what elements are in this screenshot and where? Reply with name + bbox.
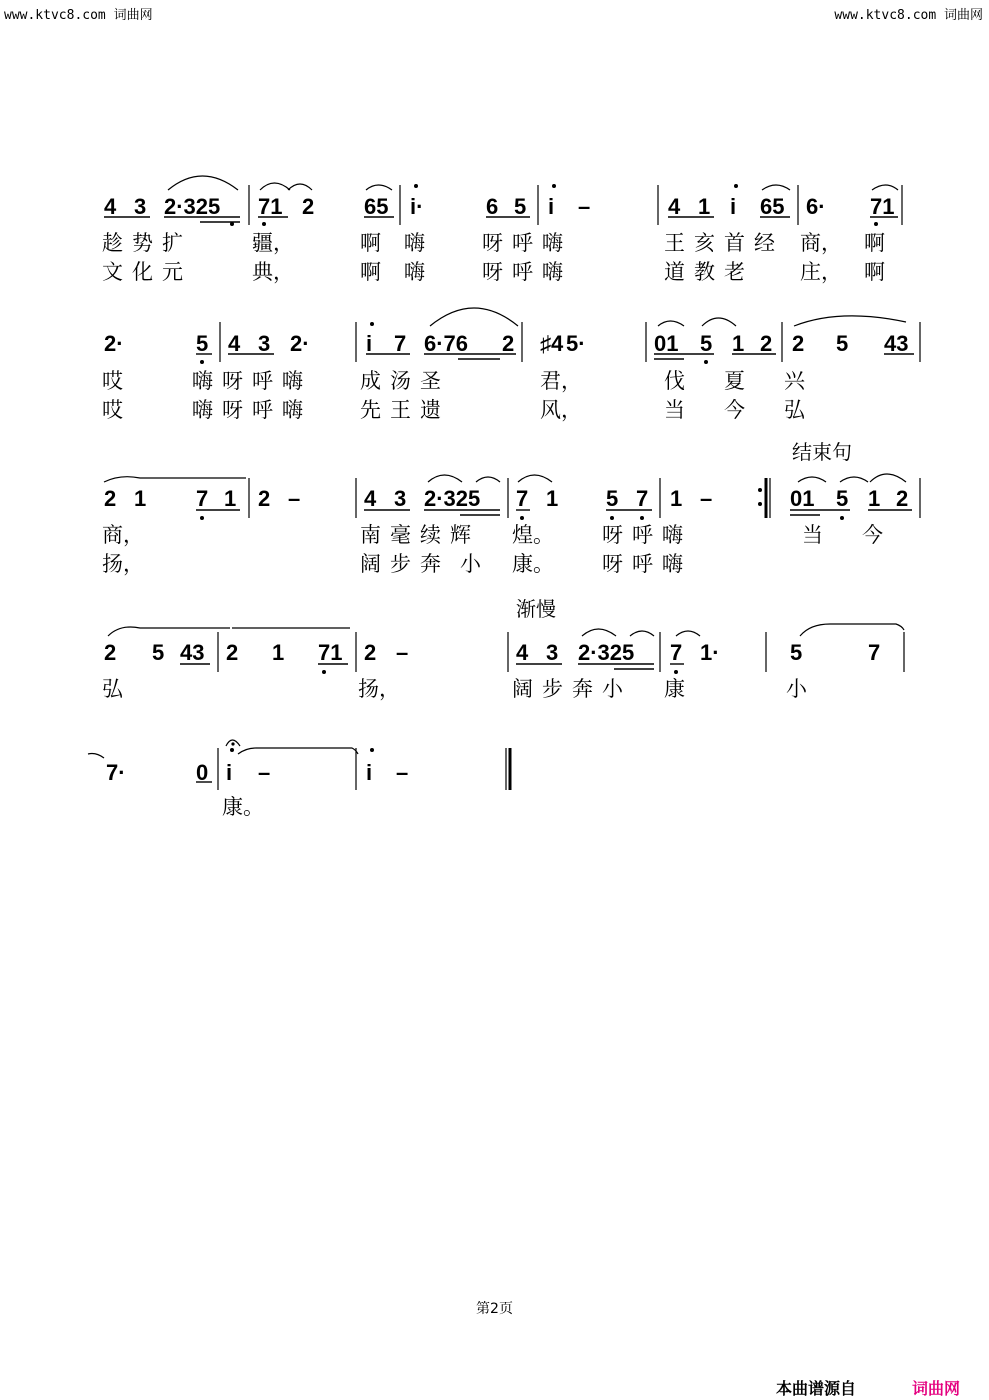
lyric-syllable: 老 <box>724 260 745 284</box>
lyrics-verse1-line-3 <box>102 523 883 548</box>
ending-phrase-mark: 结束句 <box>792 440 852 464</box>
note: i· <box>410 194 424 219</box>
lyrics-verse1-line-2 <box>102 369 806 394</box>
octave-dots <box>200 184 881 752</box>
lyric-syllable: 呀 <box>602 552 623 576</box>
lyric-syllable: 呼 <box>632 552 653 576</box>
note: 2 <box>302 194 315 219</box>
lyric-syllable: 呀 <box>602 523 623 547</box>
note: i <box>366 331 373 356</box>
note: 5 <box>514 194 527 219</box>
lyric-syllable: 啊 <box>864 260 885 284</box>
lyric-syllable: 夏 <box>724 369 745 393</box>
note: 5 <box>836 486 849 511</box>
lyric-syllable: 康。 <box>512 552 554 576</box>
note: i <box>226 760 233 785</box>
note: i <box>730 194 737 219</box>
lyric-syllable: 遗 <box>420 398 441 422</box>
note: i <box>548 194 555 219</box>
repeat-sign-dots <box>758 488 762 506</box>
lyric-syllable: 阔 <box>512 677 533 701</box>
note: 01 <box>790 486 815 511</box>
lyric-syllable: 康。 <box>222 795 264 819</box>
note: 1 <box>698 194 711 219</box>
lyric-syllable: 教 <box>694 260 715 284</box>
lyric-syllable: 阔 <box>360 552 381 576</box>
lyric-syllable: 势 <box>132 231 153 255</box>
site-header-right: www.ktvc8.com 词曲网 <box>834 8 983 23</box>
note: 1 <box>670 486 683 511</box>
lyric-syllable: 啊 <box>360 260 381 284</box>
note: 5 <box>196 331 209 356</box>
page-number: 第2页 <box>476 1301 513 1317</box>
notes-line-3 <box>104 486 908 511</box>
lyric-syllable: 啊 <box>864 231 885 255</box>
note: 7 <box>636 486 649 511</box>
notes-line-5 <box>106 760 408 785</box>
note: 43 <box>884 331 909 356</box>
lyric-syllable: 成 <box>360 369 381 393</box>
lyric-syllable: 君， <box>540 369 582 393</box>
note: 43 <box>180 640 205 665</box>
lyric-syllable: 王 <box>664 231 685 255</box>
lyric-syllable: 嗨 <box>404 231 425 255</box>
notes-line-1 <box>104 194 894 219</box>
note: – <box>700 486 713 511</box>
lyrics-verse1-line-4 <box>102 677 808 702</box>
lyric-syllable: 小 <box>602 677 623 701</box>
site-header-left: www.ktvc8.com 词曲网 <box>4 8 153 23</box>
notes-line-2 <box>104 331 908 356</box>
note: 6· <box>806 194 826 219</box>
lyric-syllable: 续 <box>420 523 441 547</box>
lyric-syllable: 嗨 <box>282 398 303 422</box>
lyric-syllable: 典， <box>252 260 294 284</box>
fermata <box>226 740 240 746</box>
lyric-syllable: 小 <box>786 677 807 701</box>
note: 65 <box>760 194 785 219</box>
note: 1 <box>546 486 559 511</box>
lyric-syllable: 元 <box>162 260 183 284</box>
note: – <box>288 486 301 511</box>
lyric-syllable: 今 <box>862 523 883 547</box>
lyric-syllable: 辉 <box>450 523 471 547</box>
note: 2· <box>104 331 124 356</box>
lyric-syllable: 呼 <box>252 369 273 393</box>
lyric-syllable: 伐 <box>664 369 685 393</box>
note: 1· <box>700 640 720 665</box>
lyric-syllable: 商， <box>102 523 144 547</box>
note: 7 <box>868 640 881 665</box>
note: 6 <box>486 194 499 219</box>
lyric-syllable: 风， <box>540 398 582 422</box>
lyric-syllable: 嗨 <box>282 369 303 393</box>
note: 7· <box>106 760 126 785</box>
lyric-syllable: 庄， <box>800 260 842 284</box>
lyric-syllable: 南 <box>360 523 381 547</box>
note: 3 <box>134 194 147 219</box>
lyric-syllable: 奔 <box>572 677 593 701</box>
note: – <box>396 640 409 665</box>
lyric-syllable: 化 <box>132 260 153 284</box>
note: 2 <box>104 486 117 511</box>
lyric-syllable: 奔 <box>420 552 441 576</box>
note: 2 <box>226 640 239 665</box>
lyrics-verse2-line-2 <box>102 398 806 423</box>
lyric-syllable: 兴 <box>784 369 805 393</box>
lyric-syllable: 嗨 <box>404 260 425 284</box>
note: 0 <box>196 760 209 785</box>
lyric-syllable: 啊 <box>360 231 381 255</box>
footer-site-logo: 词曲网 <box>912 1379 961 1398</box>
lyric-syllable: 弘 <box>102 677 123 701</box>
note: ♯4 <box>540 331 564 356</box>
note: 1 <box>732 331 745 356</box>
lyric-syllable: 呀 <box>482 260 503 284</box>
lyric-syllable: 步 <box>390 552 411 576</box>
note: 2 <box>104 640 117 665</box>
lyric-syllable: 煌。 <box>512 523 554 547</box>
lyric-syllable: 呀 <box>222 369 243 393</box>
lyric-syllable: 首 <box>724 231 745 255</box>
note: – <box>396 760 409 785</box>
lyric-syllable: 扩 <box>162 231 183 255</box>
lyric-syllable: 康 <box>664 677 685 701</box>
lyric-syllable: 呀 <box>482 231 503 255</box>
lyrics-verse1-line-1 <box>102 231 885 256</box>
lyric-syllable: 文 <box>102 260 123 284</box>
note: 1 <box>134 486 147 511</box>
note: 2 <box>364 640 377 665</box>
note: 2·325 <box>424 486 481 511</box>
note: 5 <box>606 486 619 511</box>
lyric-syllable: 呼 <box>632 523 653 547</box>
note: 4 <box>104 194 117 219</box>
footer-source-text: 本曲谱源自 <box>776 1379 857 1398</box>
lyrics-verse1-line-5 <box>222 795 264 819</box>
note: 65 <box>364 194 389 219</box>
lyric-syllable: 当 <box>802 523 823 547</box>
lyric-syllable: 呀 <box>222 398 243 422</box>
note: 7 <box>394 331 407 356</box>
note: 6·76 <box>424 331 469 356</box>
note: 5 <box>790 640 803 665</box>
note: 2 <box>896 486 909 511</box>
note: 3 <box>546 640 559 665</box>
note: – <box>258 760 271 785</box>
note: 4 <box>668 194 681 219</box>
note: 2 <box>258 486 271 511</box>
note: 3 <box>394 486 407 511</box>
note: 71 <box>870 194 895 219</box>
lyric-syllable: 道 <box>664 260 685 284</box>
lyric-syllable: 扬， <box>358 677 400 701</box>
note: 2 <box>502 331 515 356</box>
note: 71 <box>258 194 283 219</box>
lyric-syllable: 商， <box>800 231 842 255</box>
lyric-syllable: 王 <box>390 398 411 422</box>
lyric-syllable: 嗨 <box>192 398 213 422</box>
note: 4 <box>228 331 241 356</box>
lyric-syllable: 呼 <box>512 231 533 255</box>
note: 7 <box>670 640 683 665</box>
note: 2· <box>290 331 310 356</box>
note: 7 <box>196 486 209 511</box>
lyric-syllable: 趁 <box>102 231 123 255</box>
note: 2 <box>792 331 805 356</box>
note: 2·325 <box>164 194 221 219</box>
note: 4 <box>364 486 377 511</box>
note: 4 <box>516 640 529 665</box>
lyric-syllable: 哎 <box>102 369 123 393</box>
lyric-syllable: 哎 <box>102 398 123 422</box>
note: 7 <box>516 486 529 511</box>
lyrics-verse2-line-3 <box>102 552 683 577</box>
note: 5· <box>566 331 586 356</box>
lyric-syllable: 汤 <box>390 369 411 393</box>
note: 5 <box>836 331 849 356</box>
note: 1 <box>272 640 285 665</box>
lyric-syllable: 嗨 <box>662 523 683 547</box>
lyric-syllable: 疆， <box>252 231 294 255</box>
lyric-syllable: 经 <box>754 231 775 255</box>
lyric-syllable: 扬， <box>102 552 144 576</box>
lyric-syllable: 嗨 <box>542 231 563 255</box>
lyric-syllable: 嗨 <box>542 260 563 284</box>
note: 1 <box>224 486 237 511</box>
lyric-syllable: 小 <box>460 552 481 576</box>
note: 2 <box>760 331 773 356</box>
lyric-syllable: 亥 <box>694 231 715 255</box>
lyrics-verse2-line-1 <box>102 260 885 285</box>
note: i <box>366 760 373 785</box>
ritardando-mark: 渐慢 <box>516 597 556 621</box>
note: 1 <box>868 486 881 511</box>
notes-line-4 <box>104 640 880 665</box>
note: 3 <box>258 331 271 356</box>
lyric-syllable: 呼 <box>512 260 533 284</box>
note: 01 <box>654 331 679 356</box>
note: 2·325 <box>578 640 635 665</box>
note: 5 <box>152 640 165 665</box>
lyric-syllable: 当 <box>664 398 685 422</box>
lyric-syllable: 圣 <box>420 369 441 393</box>
lyric-syllable: 弘 <box>784 398 805 422</box>
lyric-syllable: 今 <box>724 398 745 422</box>
lyric-syllable: 嗨 <box>662 552 683 576</box>
note: – <box>578 194 591 219</box>
lyric-syllable: 先 <box>360 398 381 422</box>
note: 5 <box>700 331 713 356</box>
lyric-syllable: 嗨 <box>192 369 213 393</box>
lyric-syllable: 步 <box>542 677 563 701</box>
note: 71 <box>318 640 343 665</box>
lyric-syllable: 呼 <box>252 398 273 422</box>
lyric-syllable: 毫 <box>390 523 411 547</box>
